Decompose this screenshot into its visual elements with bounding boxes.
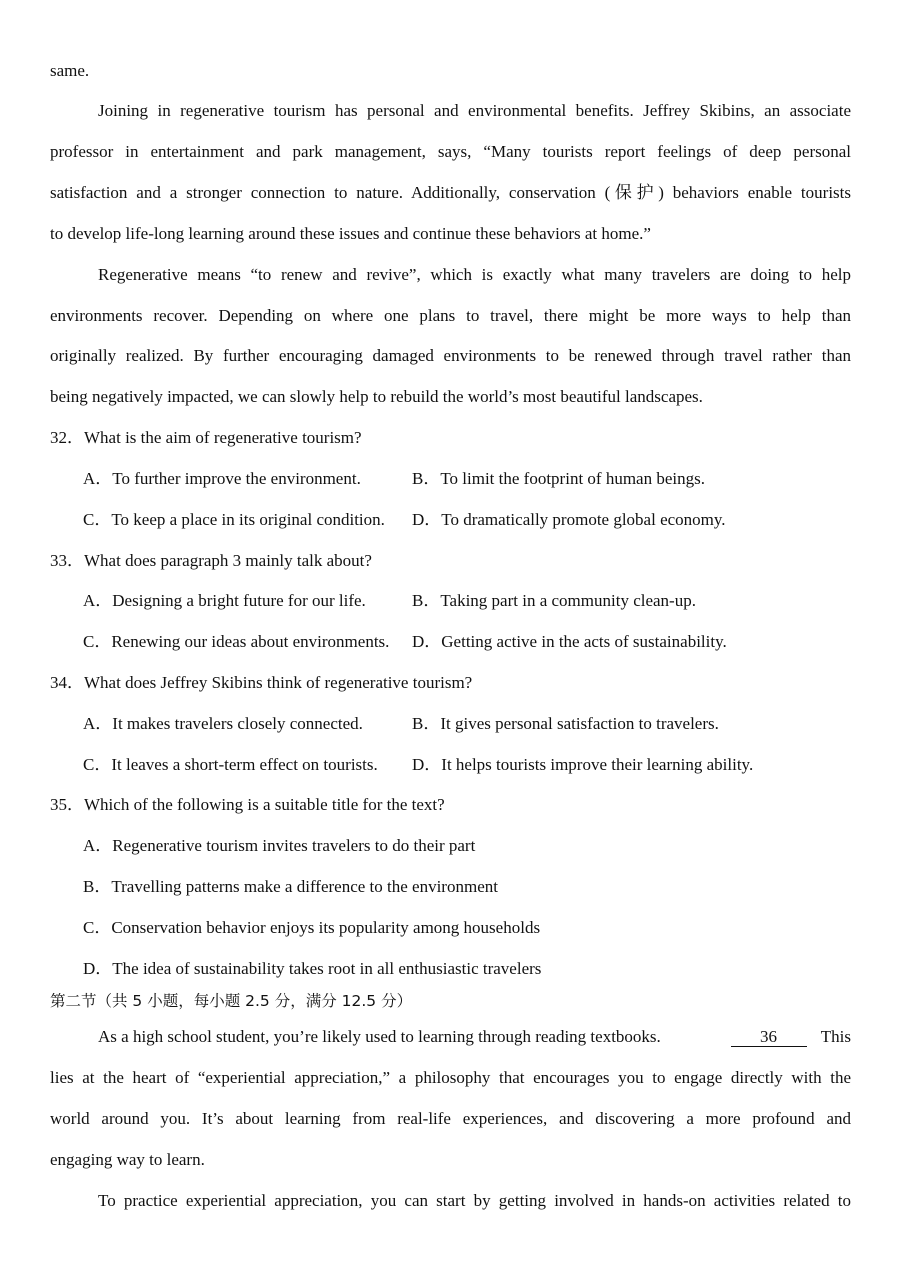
question-32-option-a: A．To further improve the environment. <box>83 469 361 488</box>
cloze-paragraph-line: engaging way to learn. <box>50 1150 205 1169</box>
question-35-stem: 35．Which of the following is a suitable title for the text? <box>50 795 445 814</box>
paragraph-line: professor in entertainment and park management, says, “Many tourists report feelings of deep personal <box>50 142 851 161</box>
cloze-paragraph-line: lies at the heart of “experiential appreciation,” a philosophy that encourages you to engage directly with the <box>50 1068 851 1087</box>
question-34-option-b: B．It gives personal satisfaction to travelers. <box>412 714 719 733</box>
question-35-option-c: C．Conservation behavior enjoys its popularity among households <box>83 918 541 937</box>
question-34-option-d: D．It helps tourists improve their learning ability. <box>412 755 754 774</box>
paragraph-line: satisfaction and a stronger connection to nature. Additionally, conservation (保护) behaviors enable tourists <box>50 183 851 202</box>
section-heading: 第二节（共 5 小题，每小题 2.5 分，满分 12.5 分） <box>50 992 413 1010</box>
question-33-option-b: B．Taking part in a community clean-up. <box>412 591 696 610</box>
question-33-stem: 33．What does paragraph 3 mainly talk about? <box>50 551 372 570</box>
paragraph-line: environments recover. Depending on where one plans to travel, there might be more ways to help than <box>50 306 851 325</box>
paragraph-line: being negatively impacted, we can slowly help to rebuild the world’s most beautiful landscapes. <box>50 387 703 406</box>
cloze-paragraph-line: world around you. It’s about learning from real-life experiences, and discovering a more profound and <box>50 1109 851 1128</box>
cloze-text-start: As a high school student, you’re likely used to learning through reading textbooks. <box>98 1027 661 1046</box>
paragraph-line: Joining in regenerative tourism has personal and environmental benefits. Jeffrey Skibins, an associate <box>98 101 851 120</box>
cloze-paragraph-line: To practice experiential appreciation, you can start by getting involved in hands-on activities related to <box>98 1191 851 1210</box>
question-33-option-a: A．Designing a bright future for our life. <box>83 591 366 610</box>
question-32-stem: 32．What is the aim of regenerative tourism? <box>50 428 362 447</box>
question-34-stem: 34．What does Jeffrey Skibins think of regenerative tourism? <box>50 673 473 692</box>
question-33-option-c: C．Renewing our ideas about environments. <box>83 632 390 651</box>
question-34-option-c: C．It leaves a short-term effect on tourists. <box>83 755 378 774</box>
question-32-option-d: D．To dramatically promote global economy. <box>412 510 726 529</box>
paragraph-line: Regenerative means “to renew and revive”, which is exactly what many travelers are doing to help <box>98 265 851 284</box>
paragraph-line: to develop life-long learning around these issues and continue these behaviors at home.” <box>50 224 651 243</box>
cloze-blank-group <box>731 1027 851 1047</box>
cloze-paragraph-line <box>98 1027 851 1047</box>
question-34-option-a: A．It makes travelers closely connected. <box>83 714 363 733</box>
question-35-option-d: D．The idea of sustainability takes root in all enthusiastic travelers <box>83 959 542 978</box>
question-33-option-d: D．Getting active in the acts of sustainability. <box>412 632 727 651</box>
cloze-text-end: This <box>820 1027 851 1046</box>
question-35-option-b: B．Travelling patterns make a difference to the environment <box>83 877 498 896</box>
question-32-option-b: B．To limit the footprint of human beings. <box>412 469 705 488</box>
paragraph-line: originally realized. By further encouraging damaged environments to be renewed through travel rather than <box>50 346 851 365</box>
question-32-option-c: C．To keep a place in its original condition. <box>83 510 385 529</box>
passage-line: same. <box>50 61 90 80</box>
blank-36: 36 <box>731 1028 807 1047</box>
question-35-option-a: A．Regenerative tourism invites travelers to do their part <box>83 836 476 855</box>
